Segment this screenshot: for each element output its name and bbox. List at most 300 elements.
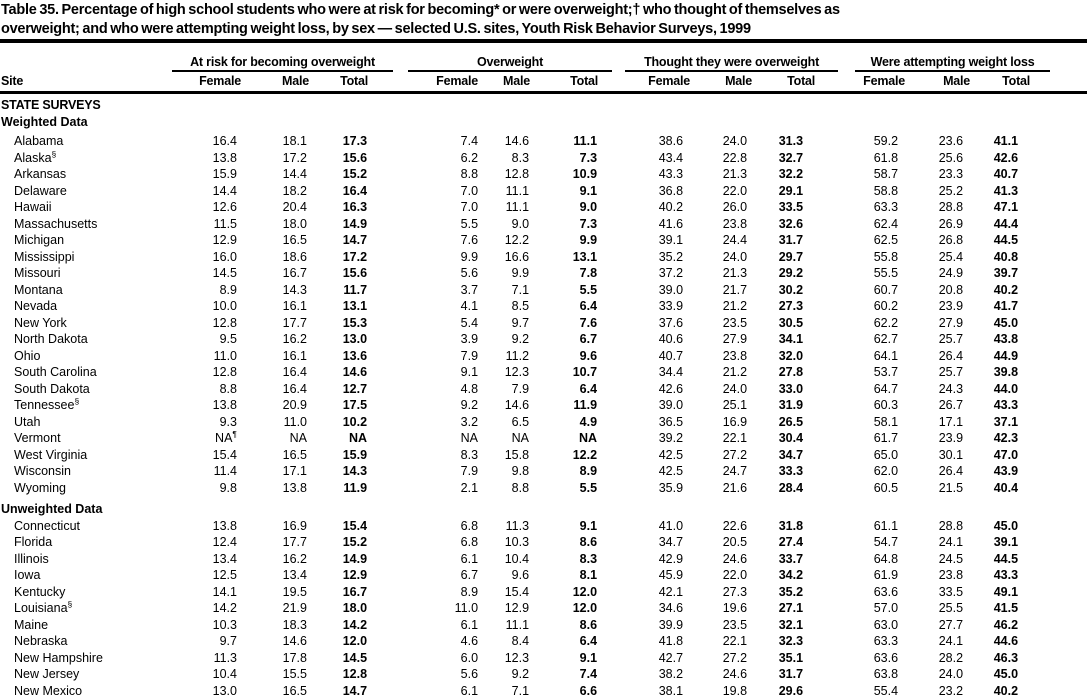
subsection-header: Weighted Data (1, 114, 88, 129)
value-cell: 11.4 (213, 464, 237, 478)
value-cell: 23.2 (938, 683, 964, 698)
value-cell: 40.8 (993, 249, 1019, 264)
right-margin-spacer (1050, 45, 1087, 72)
value-cell: 12.8 (212, 365, 237, 379)
group-header-weight-loss: Were attempting weight loss (855, 45, 1050, 72)
value-cell: 15.8 (504, 447, 530, 462)
table-row (0, 397, 1087, 414)
value-cell: 9.3 (219, 414, 237, 429)
value-cell: 25.1 (722, 398, 748, 412)
value-cell: 14.6 (282, 634, 307, 648)
right-margin-spacer (1050, 232, 1087, 249)
value-cell: 35.1 (778, 650, 804, 665)
value-cell: 12.3 (504, 365, 530, 379)
site-name: Mississippi (14, 249, 75, 264)
value-cell: 15.4 (212, 447, 237, 462)
value-cell: 39.2 (658, 431, 684, 445)
value-cell: 42.1 (658, 584, 684, 599)
value-cell: 8.9 (219, 282, 237, 297)
value-cell: 45.0 (993, 518, 1019, 533)
value-cell: 13.8 (282, 480, 307, 495)
right-margin-spacer (1050, 348, 1087, 365)
value-cell: 26.0 (722, 200, 748, 214)
column-spacer (612, 331, 625, 348)
value-cell: 32.1 (778, 617, 804, 632)
value-cell: 19.5 (282, 584, 307, 599)
value-cell: 6.1 (460, 551, 479, 566)
value-cell: 11.9 (573, 398, 598, 412)
right-margin-spacer (1050, 683, 1087, 699)
value-cell: 12.6 (212, 200, 237, 214)
site-name: Missouri (14, 266, 61, 280)
value-cell: 22.6 (722, 518, 748, 533)
value-cell: 40.2 (658, 200, 684, 214)
value-cell: 49.1 (993, 584, 1019, 599)
column-spacer (393, 551, 408, 568)
value-cell: 6.0 (460, 650, 479, 665)
value-cell: 54.7 (873, 535, 899, 549)
table-row (0, 633, 1087, 650)
site-name: Delaware (14, 183, 67, 198)
column-spacer (612, 298, 625, 315)
value-cell: 15.3 (342, 315, 368, 330)
value-cell: 7.0 (460, 200, 479, 214)
value-cell: 41.5 (993, 601, 1019, 615)
value-cell: 8.4 (511, 634, 530, 648)
value-cell: 18.3 (282, 617, 307, 632)
column-spacer (393, 166, 408, 183)
column-spacer (393, 381, 408, 398)
value-cell: 8.3 (460, 447, 479, 462)
column-spacer (612, 617, 625, 634)
column-spacer (393, 600, 408, 617)
right-margin-spacer (1050, 463, 1087, 480)
value-cell: 3.7 (460, 282, 479, 297)
right-margin-spacer (1050, 534, 1087, 551)
site-name: Florida (14, 535, 53, 549)
table-row (0, 216, 1087, 233)
value-cell: 11.3 (213, 650, 237, 665)
value-cell: 44.5 (993, 551, 1019, 566)
value-cell: 8.6 (579, 617, 598, 632)
value-cell: 16.2 (282, 551, 307, 566)
value-cell: 9.7 (219, 634, 237, 648)
column-spacer (612, 567, 625, 584)
column-spacer (838, 130, 855, 150)
value-cell: 19.6 (722, 601, 748, 615)
value-cell: 6.1 (460, 683, 479, 698)
value-cell: 5.6 (460, 667, 479, 681)
value-cell: 60.2 (873, 299, 899, 313)
site-name: New York (14, 315, 67, 330)
column-header-male: Male (480, 72, 532, 94)
value-cell: 14.6 (504, 398, 530, 412)
value-cell: 10.9 (572, 167, 598, 181)
value-cell: 8.3 (511, 150, 530, 165)
value-cell: 5.6 (460, 266, 479, 280)
value-cell: 15.4 (342, 518, 368, 533)
column-spacer (393, 666, 408, 683)
value-cell: 61.7 (873, 431, 899, 445)
value-cell: 13.8 (212, 398, 237, 412)
site-name: Wisconsin (14, 464, 71, 478)
value-cell: 40.2 (993, 683, 1019, 698)
footnote-marker: § (51, 148, 57, 159)
column-spacer (393, 232, 408, 249)
value-cell: 8.9 (579, 464, 598, 478)
value-cell: 27.2 (722, 447, 748, 462)
value-cell: 25.7 (938, 332, 964, 346)
subsection-header-row (0, 496, 1087, 518)
value-cell: 7.3 (579, 150, 598, 165)
value-cell: 53.7 (873, 365, 899, 379)
value-cell: 5.5 (579, 480, 598, 495)
value-cell: 64.8 (873, 551, 899, 566)
column-spacer (612, 282, 625, 299)
site-name: Hawaii (14, 200, 52, 214)
value-cell: 28.8 (938, 518, 964, 533)
table-row (0, 567, 1087, 584)
value-cell: 37.6 (658, 315, 684, 330)
column-spacer (838, 199, 855, 216)
table-row (0, 518, 1087, 535)
column-spacer (612, 249, 625, 266)
value-cell: 9.9 (579, 233, 598, 247)
value-cell: 21.5 (938, 480, 964, 495)
value-cell: 63.3 (873, 200, 899, 214)
value-cell: 16.4 (282, 381, 307, 396)
right-margin-spacer (1050, 130, 1087, 150)
value-cell: 41.8 (658, 634, 684, 648)
column-spacer (393, 463, 408, 480)
value-cell: 13.0 (342, 332, 368, 346)
value-cell: 29.1 (778, 183, 804, 198)
value-cell: 40.6 (658, 332, 684, 346)
column-spacer (393, 480, 408, 497)
value-cell: 16.7 (282, 266, 307, 280)
column-spacer (612, 381, 625, 398)
value-cell: 60.7 (873, 282, 899, 297)
value-cell: 12.0 (342, 634, 368, 648)
value-cell: 44.9 (993, 348, 1019, 363)
value-cell: 6.4 (579, 634, 598, 648)
value-cell: 55.8 (873, 249, 899, 264)
value-cell: 16.5 (282, 233, 307, 247)
value-cell: 61.1 (873, 518, 899, 533)
table-row (0, 298, 1087, 315)
value-cell: 14.3 (282, 282, 307, 297)
column-spacer (838, 397, 855, 414)
table-row (0, 381, 1087, 398)
site-name: Nebraska (14, 634, 68, 648)
value-cell: 12.8 (212, 315, 237, 330)
value-cell: 41.7 (993, 299, 1019, 313)
subsection-header-row (0, 114, 1087, 131)
column-spacer (838, 414, 855, 431)
right-margin-spacer (1050, 331, 1087, 348)
value-cell: 13.4 (282, 568, 307, 582)
value-cell: 43.8 (993, 332, 1019, 346)
value-cell: 40.7 (658, 348, 684, 363)
column-spacer (838, 364, 855, 381)
column-spacer (612, 414, 625, 431)
column-spacer (612, 232, 625, 249)
value-cell: 18.0 (342, 601, 368, 615)
subsection-header: Unweighted Data (1, 502, 103, 516)
value-cell: 11.0 (213, 348, 237, 363)
value-cell: 30.1 (938, 447, 964, 462)
column-spacer (838, 331, 855, 348)
column-header-total: Total (315, 72, 393, 94)
value-cell: 8.5 (511, 299, 530, 313)
group-header-thought-overweight: Thought they were overweight (625, 45, 838, 72)
value-cell: 43.3 (658, 167, 684, 181)
column-spacer (393, 683, 408, 699)
value-cell: 59.2 (873, 134, 899, 148)
column-spacer (393, 199, 408, 216)
site-header-spacer (0, 45, 172, 72)
value-cell: 9.7 (511, 315, 530, 330)
value-cell: 14.9 (342, 216, 368, 231)
column-spacer (393, 282, 408, 299)
right-margin-spacer (1050, 551, 1087, 568)
value-cell: 58.7 (873, 167, 899, 181)
site-name: Arkansas (14, 167, 67, 181)
column-spacer (612, 183, 625, 200)
value-cell: 62.4 (873, 216, 899, 231)
value-cell: 11.2 (505, 348, 530, 363)
table-row (0, 331, 1087, 348)
column-spacer (393, 315, 408, 332)
site-name: Wyoming (14, 480, 66, 495)
table-row (0, 183, 1087, 200)
column-spacer (838, 617, 855, 634)
column-spacer (393, 348, 408, 365)
table-row (0, 534, 1087, 551)
site-name: Alabama (14, 134, 64, 148)
value-cell: 7.9 (460, 348, 479, 363)
right-margin-spacer (1050, 518, 1087, 535)
value-cell: 64.1 (873, 348, 899, 363)
value-cell: 32.3 (778, 634, 804, 648)
column-spacer (612, 534, 625, 551)
value-cell: 23.8 (938, 568, 964, 582)
value-cell: 17.5 (342, 398, 368, 412)
table-row (0, 166, 1087, 183)
value-cell: 5.4 (460, 315, 479, 330)
value-cell: 42.9 (658, 551, 684, 566)
table-title-line2: overweight; and who were attempting weight loss, by sex — selected U.S. sites, Youth Risk Behavior Surveys, 1999 (1, 20, 751, 37)
table-row (0, 600, 1087, 617)
value-cell: 6.7 (460, 568, 479, 582)
value-cell: 8.9 (460, 584, 479, 599)
column-spacer (393, 45, 408, 72)
table-row (0, 480, 1087, 497)
value-cell: 41.6 (658, 216, 684, 231)
value-cell: 26.5 (778, 414, 804, 429)
value-cell: 41.0 (658, 518, 684, 533)
value-cell: 10.4 (504, 551, 530, 566)
value-cell: 16.0 (212, 249, 237, 264)
table-row (0, 315, 1087, 332)
value-cell: 11.1 (505, 617, 530, 632)
value-cell: 4.9 (579, 414, 598, 429)
value-cell: 29.2 (778, 266, 804, 280)
value-cell: 24.1 (938, 634, 964, 648)
value-cell: 35.2 (658, 249, 684, 264)
column-spacer (838, 216, 855, 233)
column-spacer (838, 518, 855, 535)
value-cell: 29.6 (778, 683, 804, 698)
value-cell: 8.1 (579, 568, 598, 582)
value-cell: 24.1 (938, 535, 964, 549)
column-spacer (612, 551, 625, 568)
value-cell: 13.1 (572, 249, 598, 264)
value-cell: 25.5 (938, 601, 964, 615)
value-cell: 9.2 (511, 332, 530, 346)
value-cell: 31.7 (778, 233, 804, 247)
yrbs-data-table (0, 45, 1087, 699)
value-cell: 24.6 (722, 667, 748, 681)
value-cell: 27.2 (722, 650, 748, 665)
site-name: Utah (14, 414, 41, 429)
value-cell: 7.8 (579, 266, 598, 280)
right-margin-spacer (1050, 199, 1087, 216)
value-cell: 38.2 (658, 667, 684, 681)
value-cell: 11.0 (283, 414, 307, 429)
value-cell: 39.0 (658, 398, 684, 412)
column-spacer (612, 72, 625, 94)
value-cell: 21.3 (722, 167, 748, 181)
column-spacer (612, 600, 625, 617)
value-cell: 34.2 (778, 568, 804, 582)
value-cell: 42.3 (993, 431, 1019, 445)
value-cell: 63.6 (873, 584, 899, 599)
value-cell: 24.3 (938, 381, 964, 396)
value-cell: 16.4 (282, 365, 307, 379)
column-spacer (612, 518, 625, 535)
value-cell: 16.4 (212, 134, 237, 148)
value-cell: 37.2 (658, 266, 684, 280)
value-cell: 27.3 (722, 584, 748, 599)
value-cell: 20.4 (282, 200, 307, 214)
value-cell: 55.4 (873, 683, 899, 698)
value-cell: 39.9 (658, 617, 684, 632)
value-cell: 34.7 (778, 447, 804, 462)
value-cell: 46.2 (993, 617, 1019, 632)
column-spacer (612, 584, 625, 601)
value-cell: 24.0 (938, 667, 964, 681)
column-spacer (393, 249, 408, 266)
value-cell: 42.5 (658, 447, 684, 462)
value-cell: 27.9 (938, 315, 964, 330)
right-margin-spacer (1050, 249, 1087, 266)
group-header-overweight: Overweight (408, 45, 612, 72)
value-cell: 40.4 (993, 480, 1019, 495)
value-cell: 27.4 (778, 535, 804, 549)
value-cell: 39.0 (658, 282, 684, 297)
value-cell: 9.5 (219, 332, 237, 346)
value-cell: 6.8 (460, 518, 479, 533)
value-cell: 15.6 (342, 266, 368, 280)
value-cell: 13.4 (212, 551, 237, 566)
column-spacer (612, 397, 625, 414)
column-spacer (838, 150, 855, 167)
value-cell: 41.3 (993, 183, 1019, 198)
value-cell: 40.7 (993, 167, 1019, 181)
column-spacer (393, 298, 408, 315)
value-cell: 14.7 (342, 233, 368, 247)
value-cell: 12.9 (342, 568, 368, 582)
value-cell: 43.3 (993, 398, 1019, 412)
value-cell: 9.1 (579, 183, 598, 198)
value-cell: 6.1 (460, 617, 479, 632)
site-name: New Hampshire (14, 650, 103, 665)
value-cell: 43.9 (993, 464, 1019, 478)
site-name: Nevada (14, 299, 58, 313)
site-name: Alaska§ (14, 148, 57, 165)
column-spacer (838, 45, 855, 72)
table-row (0, 414, 1087, 431)
column-spacer (393, 130, 408, 150)
value-cell: 35.2 (778, 584, 804, 599)
value-cell: 4.8 (460, 381, 479, 396)
value-cell: 7.0 (460, 183, 479, 198)
value-cell: 17.2 (342, 249, 368, 264)
column-spacer (838, 166, 855, 183)
value-cell: 11.9 (343, 480, 368, 495)
table-row (0, 150, 1087, 167)
value-cell: 20.8 (938, 282, 964, 297)
table-row (0, 265, 1087, 282)
value-cell: 58.8 (873, 183, 899, 198)
value-cell: 60.3 (873, 398, 899, 412)
value-cell: 31.3 (778, 134, 804, 148)
site-name: North Dakota (14, 332, 88, 346)
column-spacer (838, 249, 855, 266)
value-cell: 21.2 (722, 365, 748, 379)
right-margin-spacer (1050, 364, 1087, 381)
value-cell: 18.0 (282, 216, 307, 231)
value-cell: 57.0 (873, 601, 899, 615)
value-cell: 24.9 (938, 266, 964, 280)
value-cell: 20.9 (282, 398, 307, 412)
column-spacer (838, 551, 855, 568)
value-cell: 7.9 (460, 464, 479, 478)
value-cell: 61.8 (873, 150, 899, 165)
site-name: South Carolina (14, 365, 97, 379)
column-spacer (393, 567, 408, 584)
value-cell: 6.4 (579, 381, 598, 396)
value-cell: 62.7 (873, 332, 899, 346)
value-cell: 12.2 (572, 447, 598, 462)
value-cell: 33.5 (938, 584, 964, 599)
value-cell: 12.0 (572, 601, 598, 615)
table-row (0, 683, 1087, 699)
value-cell: 16.6 (504, 249, 530, 264)
right-margin-spacer (1050, 216, 1087, 233)
value-cell: 12.8 (342, 667, 368, 681)
value-cell: 16.9 (282, 518, 307, 533)
table-row (0, 348, 1087, 365)
value-cell: 6.8 (460, 535, 479, 549)
value-cell: 25.7 (938, 365, 964, 379)
value-cell: 22.1 (722, 431, 748, 445)
site-name: Ohio (14, 348, 41, 363)
value-cell: 39.1 (658, 233, 684, 247)
column-spacer (612, 45, 625, 72)
value-cell: 18.2 (282, 183, 307, 198)
